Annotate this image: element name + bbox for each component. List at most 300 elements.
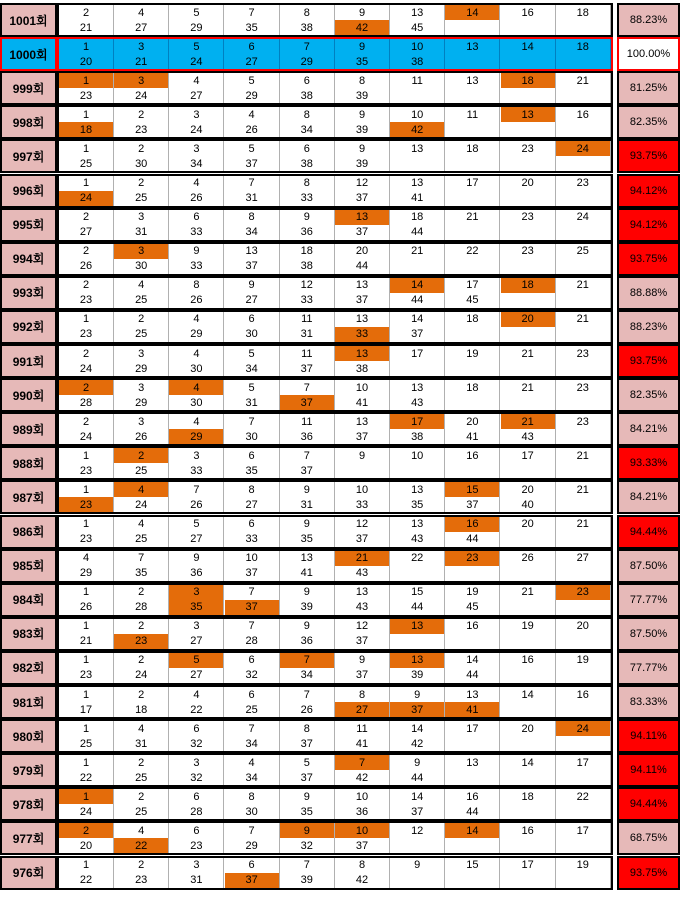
number-cell — [556, 566, 611, 581]
number-cell-hit: 29 — [169, 429, 224, 444]
number-cell: 21 — [59, 634, 114, 649]
number-cell-hit: 1 — [59, 789, 114, 804]
number-cell: 24 — [59, 804, 114, 819]
number-cell: 30 — [169, 395, 224, 410]
number-cells — [57, 174, 613, 208]
number-cell-hit: 16 — [445, 517, 500, 532]
number-cells — [57, 480, 613, 514]
number-cell — [501, 463, 556, 478]
round-row — [0, 446, 680, 480]
number-cell: 35 — [280, 804, 335, 819]
round-label: 990회 — [0, 378, 57, 412]
round-row — [0, 515, 680, 549]
number-cell: 26 — [114, 429, 169, 444]
number-cell: 10 — [225, 551, 280, 566]
number-cell: 9 — [280, 585, 335, 600]
number-cell-hit: 3 — [114, 73, 169, 88]
number-cell: 10 — [335, 380, 390, 395]
number-cell: 28 — [225, 634, 280, 649]
number-cell: 6 — [225, 653, 280, 668]
number-cell — [556, 770, 611, 785]
number-cell: 23 — [59, 463, 114, 478]
number-cell: 21 — [501, 346, 556, 361]
number-cell — [390, 634, 445, 649]
round-label: 982회 — [0, 651, 57, 685]
round-row — [0, 71, 680, 105]
number-cell: 21 — [501, 585, 556, 600]
number-cell: 1 — [59, 39, 114, 54]
number-cell: 9 — [280, 517, 335, 532]
number-cell-hit: 9 — [280, 823, 335, 838]
match-percentage: 87.50% — [617, 617, 680, 651]
number-cell-hit: 42 — [390, 122, 445, 137]
number-cell — [335, 463, 390, 478]
number-cell: 29 — [225, 88, 280, 103]
number-cell: 38 — [280, 156, 335, 171]
number-cell: 22 — [59, 873, 114, 888]
number-cell — [501, 736, 556, 751]
number-cell-hit: 23 — [114, 634, 169, 649]
match-percentage: 82.35% — [617, 105, 680, 139]
number-cell: 8 — [280, 176, 335, 191]
number-cell-hit: 3 — [114, 244, 169, 259]
number-cell-hit: 21 — [501, 414, 556, 429]
round-label: 1001회 — [0, 3, 57, 37]
number-cell: 13 — [445, 39, 500, 54]
number-cell: 35 — [225, 463, 280, 478]
number-cell: 4 — [114, 278, 169, 293]
number-cell — [445, 88, 500, 103]
number-cell: 7 — [280, 39, 335, 54]
number-cell: 19 — [556, 653, 611, 668]
number-cell: 8 — [225, 789, 280, 804]
number-cell: 34 — [225, 361, 280, 376]
round-label: 992회 — [0, 310, 57, 344]
number-cell-hit: 37 — [390, 702, 445, 717]
number-cell: 25 — [225, 702, 280, 717]
round-row — [0, 139, 680, 173]
number-cell: 28 — [59, 395, 114, 410]
number-cell: 6 — [169, 789, 224, 804]
number-cell: 10 — [390, 448, 445, 463]
number-cell-hit: 14 — [445, 5, 500, 20]
match-percentage: 88.23% — [617, 3, 680, 37]
match-percentage: 88.23% — [617, 310, 680, 344]
number-cell: 13 — [280, 551, 335, 566]
number-cell: 19 — [556, 858, 611, 873]
number-cell: 24 — [114, 88, 169, 103]
number-cell — [390, 361, 445, 376]
number-cell-hit: 41 — [445, 702, 500, 717]
number-cells — [57, 276, 613, 310]
number-cell: 5 — [280, 755, 335, 770]
number-cell: 45 — [390, 20, 445, 35]
number-cell: 41 — [445, 429, 500, 444]
number-cell — [390, 838, 445, 853]
number-cell: 39 — [335, 156, 390, 171]
number-cell — [501, 634, 556, 649]
round-label: 993회 — [0, 276, 57, 310]
number-cell — [445, 838, 500, 853]
number-cell — [501, 702, 556, 717]
number-cell: 8 — [169, 278, 224, 293]
number-cell: 7 — [225, 619, 280, 634]
number-cell: 38 — [335, 361, 390, 376]
number-cell: 41 — [390, 191, 445, 206]
number-cell — [445, 225, 500, 240]
number-cell-hit: 21 — [335, 551, 390, 566]
round-label: 981회 — [0, 685, 57, 719]
number-cell: 4 — [225, 107, 280, 122]
number-cell: 13 — [445, 687, 500, 702]
number-cell: 9 — [335, 653, 390, 668]
number-cell: 36 — [280, 634, 335, 649]
number-cell: 39 — [335, 88, 390, 103]
number-cell: 10 — [390, 39, 445, 54]
number-cell — [501, 873, 556, 888]
number-cell — [556, 702, 611, 717]
number-cell: 7 — [225, 5, 280, 20]
number-cell: 33 — [225, 532, 280, 547]
number-cell: 21 — [556, 312, 611, 327]
match-percentage: 81.25% — [617, 71, 680, 105]
number-cell: 14 — [390, 789, 445, 804]
number-cell: 26 — [501, 551, 556, 566]
number-cell-hit: 1 — [59, 73, 114, 88]
round-label: 998회 — [0, 105, 57, 139]
number-cell: 5 — [225, 73, 280, 88]
number-cell: 2 — [114, 687, 169, 702]
round-row — [0, 685, 680, 719]
number-cell: 1 — [59, 448, 114, 463]
number-cell: 9 — [225, 278, 280, 293]
number-cell: 15 — [390, 585, 445, 600]
number-cell: 5 — [225, 346, 280, 361]
number-cell: 8 — [280, 721, 335, 736]
number-cell — [501, 668, 556, 683]
number-cell: 3 — [114, 210, 169, 225]
match-percentage: 100.00% — [617, 37, 680, 71]
number-cell: 2 — [114, 585, 169, 600]
number-cell: 16 — [501, 653, 556, 668]
number-cell-hit: 2 — [59, 823, 114, 838]
number-cell: 27 — [169, 88, 224, 103]
number-cell: 21 — [445, 210, 500, 225]
number-cell — [556, 54, 611, 69]
number-cell: 18 — [556, 39, 611, 54]
number-cell: 8 — [335, 858, 390, 873]
number-cell: 17 — [445, 278, 500, 293]
number-cells — [57, 685, 613, 719]
number-cell: 14 — [501, 687, 556, 702]
number-cells — [57, 139, 613, 173]
number-cell: 8 — [225, 210, 280, 225]
number-cell — [445, 395, 500, 410]
number-cell: 35 — [280, 532, 335, 547]
number-cell: 32 — [169, 736, 224, 751]
number-cell-hit: 4 — [114, 482, 169, 497]
number-cell — [501, 259, 556, 274]
number-cell: 19 — [501, 619, 556, 634]
number-cell: 7 — [280, 858, 335, 873]
number-cell: 37 — [280, 463, 335, 478]
number-cell-hit: 27 — [335, 702, 390, 717]
number-cell: 18 — [501, 789, 556, 804]
number-cell: 23 — [556, 176, 611, 191]
number-cell: 3 — [169, 755, 224, 770]
number-cell: 30 — [114, 156, 169, 171]
number-cell: 17 — [556, 755, 611, 770]
number-cell: 24 — [169, 54, 224, 69]
number-cell: 29 — [114, 361, 169, 376]
number-cell: 41 — [335, 395, 390, 410]
number-cell: 21 — [556, 448, 611, 463]
number-cell: 19 — [445, 346, 500, 361]
number-cell: 24 — [59, 429, 114, 444]
number-cell: 3 — [169, 619, 224, 634]
number-cell: 3 — [169, 141, 224, 156]
round-row — [0, 583, 680, 617]
number-cell: 18 — [445, 380, 500, 395]
number-cell — [556, 634, 611, 649]
number-cell: 44 — [445, 668, 500, 683]
number-cell: 9 — [390, 755, 445, 770]
number-cell: 20 — [501, 517, 556, 532]
number-cell: 3 — [114, 380, 169, 395]
number-cell: 17 — [501, 858, 556, 873]
number-cell: 18 — [556, 5, 611, 20]
number-cell: 20 — [335, 244, 390, 259]
number-cell — [556, 225, 611, 240]
number-cell: 23 — [114, 873, 169, 888]
number-cell: 26 — [280, 702, 335, 717]
round-row — [0, 753, 680, 787]
number-cell: 31 — [280, 497, 335, 512]
match-percentage: 93.75% — [617, 344, 680, 378]
number-cell: 16 — [445, 448, 500, 463]
number-cell: 37 — [335, 293, 390, 308]
number-cell: 11 — [390, 73, 445, 88]
number-cells — [57, 71, 613, 105]
match-percentage: 84.21% — [617, 480, 680, 514]
number-cell: 19 — [445, 585, 500, 600]
number-cell: 9 — [280, 210, 335, 225]
number-cell-hit: 7 — [335, 755, 390, 770]
number-cell — [556, 293, 611, 308]
number-cell — [556, 327, 611, 342]
number-cells — [57, 583, 613, 617]
number-cell: 11 — [280, 312, 335, 327]
number-cell — [501, 566, 556, 581]
number-cell: 37 — [280, 736, 335, 751]
round-label: 997회 — [0, 139, 57, 173]
number-cell: 30 — [225, 327, 280, 342]
number-cell-hit: 14 — [390, 278, 445, 293]
number-cell: 1 — [59, 619, 114, 634]
match-percentage: 94.12% — [617, 208, 680, 242]
number-cell: 4 — [59, 551, 114, 566]
number-cell: 21 — [501, 380, 556, 395]
number-cell — [556, 668, 611, 683]
number-cell: 36 — [280, 429, 335, 444]
number-cells — [57, 310, 613, 344]
number-cell: 24 — [169, 122, 224, 137]
number-cell: 21 — [556, 278, 611, 293]
round-label: 980회 — [0, 719, 57, 753]
number-cell — [501, 191, 556, 206]
number-cell: 18 — [390, 210, 445, 225]
number-cell-hit: 13 — [335, 346, 390, 361]
number-cell-hit: 3 — [169, 585, 224, 600]
number-cell: 32 — [225, 668, 280, 683]
number-cells — [57, 412, 613, 446]
number-cell: 37 — [335, 225, 390, 240]
number-cell: 31 — [225, 395, 280, 410]
number-cell: 15 — [445, 858, 500, 873]
number-cell: 21 — [114, 54, 169, 69]
number-cells — [57, 549, 613, 583]
number-cell: 20 — [445, 414, 500, 429]
match-percentage: 84.21% — [617, 412, 680, 446]
number-cell: 1 — [59, 107, 114, 122]
number-cell: 26 — [225, 122, 280, 137]
round-label: 995회 — [0, 208, 57, 242]
number-cell-hit: 24 — [59, 191, 114, 206]
number-cell: 20 — [556, 619, 611, 634]
number-cell: 34 — [280, 668, 335, 683]
number-cell — [390, 566, 445, 581]
number-cell: 20 — [501, 721, 556, 736]
number-cell: 5 — [169, 517, 224, 532]
number-cell: 27 — [169, 532, 224, 547]
number-cell: 16 — [556, 107, 611, 122]
number-cell: 13 — [390, 176, 445, 191]
number-cell: 37 — [280, 770, 335, 785]
number-cell: 2 — [114, 858, 169, 873]
number-cell: 17 — [556, 823, 611, 838]
number-cell: 25 — [114, 191, 169, 206]
match-percentage: 94.11% — [617, 753, 680, 787]
round-label: 985회 — [0, 549, 57, 583]
number-cell — [556, 532, 611, 547]
number-cell — [501, 156, 556, 171]
number-cell-hit: 18 — [501, 278, 556, 293]
number-cell-hit: 37 — [225, 600, 280, 615]
round-label: 996회 — [0, 174, 57, 208]
number-cell: 12 — [335, 517, 390, 532]
number-cell: 1 — [59, 721, 114, 736]
round-label: 977회 — [0, 821, 57, 855]
number-cell: 2 — [59, 278, 114, 293]
number-cell: 4 — [169, 414, 224, 429]
number-cell: 4 — [169, 176, 224, 191]
number-cell: 22 — [445, 244, 500, 259]
number-cell: 27 — [169, 634, 224, 649]
number-cell: 4 — [169, 73, 224, 88]
round-row — [0, 719, 680, 753]
number-cell: 23 — [59, 327, 114, 342]
number-cell: 9 — [280, 789, 335, 804]
number-cell: 45 — [445, 600, 500, 615]
number-cell: 32 — [280, 838, 335, 853]
number-cell: 1 — [59, 517, 114, 532]
number-cell: 35 — [225, 20, 280, 35]
round-row — [0, 480, 680, 514]
number-cell: 23 — [501, 141, 556, 156]
number-cell: 18 — [280, 244, 335, 259]
round-label: 1000회 — [0, 37, 57, 71]
round-label: 984회 — [0, 583, 57, 617]
number-cell: 2 — [114, 755, 169, 770]
number-cell — [501, 804, 556, 819]
number-cell — [501, 225, 556, 240]
number-cell — [390, 463, 445, 478]
round-label: 987회 — [0, 480, 57, 514]
number-cell: 13 — [390, 5, 445, 20]
number-cell: 27 — [556, 551, 611, 566]
number-cell — [556, 395, 611, 410]
match-percentage: 93.33% — [617, 446, 680, 480]
number-cell: 30 — [225, 804, 280, 819]
number-cells — [57, 105, 613, 139]
round-row — [0, 344, 680, 378]
number-cell: 8 — [280, 107, 335, 122]
number-cell: 1 — [59, 653, 114, 668]
number-cell: 2 — [114, 619, 169, 634]
number-cell — [390, 88, 445, 103]
number-cell: 33 — [280, 293, 335, 308]
match-percentage: 77.77% — [617, 583, 680, 617]
number-cell: 22 — [390, 551, 445, 566]
number-cell: 6 — [169, 210, 224, 225]
number-cell: 16 — [445, 789, 500, 804]
number-cell: 23 — [501, 210, 556, 225]
round-label: 999회 — [0, 71, 57, 105]
number-cell — [556, 600, 611, 615]
number-cell: 2 — [114, 176, 169, 191]
match-percentage: 87.50% — [617, 549, 680, 583]
number-cell: 27 — [114, 20, 169, 35]
number-cell — [501, 293, 556, 308]
number-cell-hit: 37 — [225, 873, 280, 888]
number-cell: 9 — [335, 39, 390, 54]
number-cell: 39 — [280, 600, 335, 615]
number-cell: 11 — [445, 107, 500, 122]
number-cell: 35 — [335, 54, 390, 69]
number-cell: 2 — [59, 244, 114, 259]
number-cell: 27 — [225, 54, 280, 69]
number-cell: 13 — [390, 380, 445, 395]
number-cell: 30 — [114, 259, 169, 274]
number-cell: 16 — [556, 687, 611, 702]
number-cell: 24 — [59, 361, 114, 376]
number-cells — [57, 515, 613, 549]
number-cell: 5 — [169, 5, 224, 20]
number-cell: 26 — [169, 293, 224, 308]
number-cell-hit: 2 — [114, 448, 169, 463]
number-cells — [57, 208, 613, 242]
number-cell: 8 — [335, 687, 390, 702]
number-cell: 7 — [280, 687, 335, 702]
number-cell — [501, 88, 556, 103]
number-cell: 33 — [169, 225, 224, 240]
number-cell: 29 — [169, 20, 224, 35]
number-cell: 9 — [335, 448, 390, 463]
number-cell — [556, 804, 611, 819]
number-cell: 43 — [335, 566, 390, 581]
number-cell: 9 — [335, 141, 390, 156]
number-cell: 13 — [390, 482, 445, 497]
